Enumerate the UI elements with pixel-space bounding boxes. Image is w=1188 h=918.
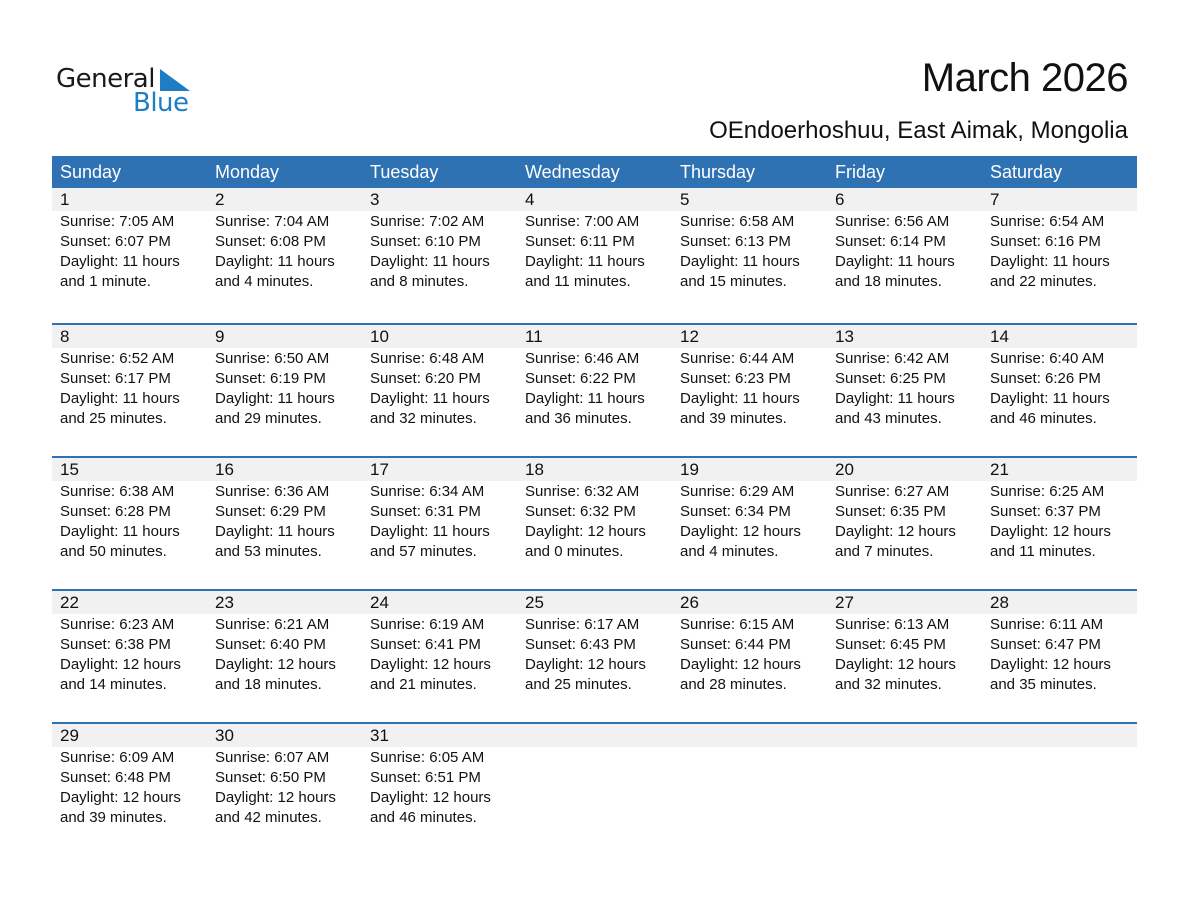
day-number: 14 xyxy=(990,327,1009,346)
day-cell xyxy=(982,348,1137,429)
day-sunrise: Sunrise: 6:44 AM xyxy=(680,350,795,367)
weekday-header xyxy=(52,156,1137,188)
day-daylight1: Daylight: 12 hours xyxy=(215,789,336,806)
day-cell xyxy=(982,747,1137,828)
day-number: 10 xyxy=(370,327,389,346)
day-sunset: Sunset: 6:32 PM xyxy=(525,503,636,520)
day-sunrise: Sunrise: 6:19 AM xyxy=(370,616,485,633)
day-daylight2: and 14 minutes. xyxy=(60,676,167,693)
day-daylight1: Daylight: 11 hours xyxy=(370,390,490,407)
day-sunset: Sunset: 6:34 PM xyxy=(680,503,791,520)
day-sunrise: Sunrise: 6:34 AM xyxy=(370,483,485,500)
day-number-bar xyxy=(52,724,1137,747)
day-cell xyxy=(982,614,1137,695)
weekday-header-0: Sunday xyxy=(60,162,122,182)
day-number: 21 xyxy=(990,460,1009,479)
day-sunrise: Sunrise: 6:50 AM xyxy=(215,350,330,367)
day-cell xyxy=(827,348,982,429)
day-sunset: Sunset: 6:17 PM xyxy=(60,370,171,387)
day-daylight1: Daylight: 11 hours xyxy=(990,390,1110,407)
day-daylight2: and 22 minutes. xyxy=(990,273,1097,290)
generalblue-logo xyxy=(56,64,206,120)
calendar-grid xyxy=(52,156,1137,855)
day-number xyxy=(827,724,982,747)
day-sunrise: Sunrise: 6:36 AM xyxy=(215,483,330,500)
day-cell xyxy=(517,348,672,429)
day-number: 27 xyxy=(835,593,854,612)
day-cell xyxy=(672,211,827,292)
day-number: 12 xyxy=(680,327,699,346)
week-row xyxy=(52,323,1137,456)
day-number: 1 xyxy=(60,190,70,209)
day-daylight2: and 8 minutes. xyxy=(370,273,469,290)
day-sunrise: Sunrise: 6:15 AM xyxy=(680,616,795,633)
weekday-header-5: Friday xyxy=(835,162,886,182)
day-number: 29 xyxy=(60,726,79,745)
day-sunset: Sunset: 6:10 PM xyxy=(370,233,481,250)
day-sunset: Sunset: 6:20 PM xyxy=(370,370,481,387)
day-sunset: Sunset: 6:38 PM xyxy=(60,636,171,653)
day-number: 25 xyxy=(525,593,544,612)
day-daylight1: Daylight: 12 hours xyxy=(835,523,956,540)
day-number: 2 xyxy=(215,190,225,209)
day-sunrise: Sunrise: 7:04 AM xyxy=(215,213,330,230)
day-cell xyxy=(517,481,672,562)
day-cell xyxy=(672,614,827,695)
weekday-header-1: Monday xyxy=(215,162,280,182)
day-daylight1: Daylight: 11 hours xyxy=(370,253,490,270)
day-daylight2: and 39 minutes. xyxy=(60,809,167,826)
day-cell xyxy=(517,211,672,292)
day-daylight2: and 25 minutes. xyxy=(60,410,167,427)
day-daylight1: Daylight: 11 hours xyxy=(215,253,335,270)
day-sunrise: Sunrise: 6:23 AM xyxy=(60,616,175,633)
day-daylight2: and 53 minutes. xyxy=(215,543,322,560)
weekday-header-4: Thursday xyxy=(680,162,756,182)
location-subtitle: OEndoerhoshuu, East Aimak, Mongolia xyxy=(709,117,1128,144)
day-sunrise: Sunrise: 6:42 AM xyxy=(835,350,950,367)
day-sunrise: Sunrise: 6:07 AM xyxy=(215,749,330,766)
day-sunrise: Sunrise: 6:17 AM xyxy=(525,616,640,633)
day-daylight2: and 42 minutes. xyxy=(215,809,322,826)
day-sunrise: Sunrise: 7:00 AM xyxy=(525,213,640,230)
day-number: 26 xyxy=(680,593,699,612)
day-cell xyxy=(827,481,982,562)
day-daylight2: and 46 minutes. xyxy=(370,809,477,826)
day-daylight2: and 18 minutes. xyxy=(215,676,322,693)
day-sunset: Sunset: 6:44 PM xyxy=(680,636,791,653)
day-number: 18 xyxy=(525,460,544,479)
day-number: 28 xyxy=(990,593,1009,612)
day-sunset: Sunset: 6:25 PM xyxy=(835,370,946,387)
day-sunrise: Sunrise: 6:32 AM xyxy=(525,483,640,500)
day-daylight1: Daylight: 12 hours xyxy=(680,523,801,540)
day-number-bar xyxy=(52,591,1137,614)
day-sunrise: Sunrise: 6:13 AM xyxy=(835,616,950,633)
day-daylight1: Daylight: 11 hours xyxy=(680,390,800,407)
day-sunset: Sunset: 6:08 PM xyxy=(215,233,326,250)
week-row xyxy=(52,589,1137,722)
day-sunset: Sunset: 6:40 PM xyxy=(215,636,326,653)
day-cell xyxy=(52,481,207,562)
day-sunset: Sunset: 6:23 PM xyxy=(680,370,791,387)
weekday-header-6: Saturday xyxy=(990,162,1063,182)
day-daylight2: and 11 minutes. xyxy=(990,543,1096,560)
day-cell xyxy=(207,481,362,562)
day-daylight2: and 32 minutes. xyxy=(835,676,942,693)
day-sunrise: Sunrise: 6:21 AM xyxy=(215,616,330,633)
day-daylight1: Daylight: 11 hours xyxy=(835,390,955,407)
day-daylight1: Daylight: 11 hours xyxy=(370,523,490,540)
day-daylight1: Daylight: 12 hours xyxy=(60,656,181,673)
day-daylight1: Daylight: 11 hours xyxy=(60,523,180,540)
day-daylight1: Daylight: 12 hours xyxy=(835,656,956,673)
day-sunset: Sunset: 6:37 PM xyxy=(990,503,1101,520)
day-cell xyxy=(827,614,982,695)
day-sunrise: Sunrise: 6:27 AM xyxy=(835,483,950,500)
day-sunset: Sunset: 6:29 PM xyxy=(215,503,326,520)
day-cell xyxy=(52,211,207,292)
day-sunrise: Sunrise: 6:52 AM xyxy=(60,350,175,367)
day-daylight2: and 21 minutes. xyxy=(370,676,477,693)
day-daylight1: Daylight: 12 hours xyxy=(990,656,1111,673)
day-cell xyxy=(207,747,362,828)
day-sunrise: Sunrise: 6:58 AM xyxy=(680,213,795,230)
day-number: 6 xyxy=(835,190,845,209)
day-cell xyxy=(672,348,827,429)
day-number: 11 xyxy=(525,327,543,346)
day-sunrise: Sunrise: 6:09 AM xyxy=(60,749,175,766)
day-daylight1: Daylight: 12 hours xyxy=(990,523,1111,540)
day-daylight2: and 32 minutes. xyxy=(370,410,477,427)
day-cell xyxy=(362,211,517,292)
day-sunrise: Sunrise: 6:56 AM xyxy=(835,213,950,230)
day-cell xyxy=(827,211,982,292)
day-number: 22 xyxy=(60,593,79,612)
day-cell xyxy=(362,614,517,695)
day-cell xyxy=(207,614,362,695)
logo-text-blue: Blue xyxy=(133,88,189,118)
day-cell xyxy=(517,614,672,695)
day-daylight2: and 1 minute. xyxy=(60,273,151,290)
day-daylight2: and 35 minutes. xyxy=(990,676,1097,693)
day-daylight1: Daylight: 11 hours xyxy=(680,253,800,270)
day-cell xyxy=(982,211,1137,292)
day-cell xyxy=(52,348,207,429)
day-sunset: Sunset: 6:41 PM xyxy=(370,636,481,653)
day-cell xyxy=(672,747,827,828)
week-row xyxy=(52,722,1137,855)
day-daylight2: and 36 minutes. xyxy=(525,410,632,427)
day-daylight1: Daylight: 11 hours xyxy=(215,390,335,407)
day-daylight2: and 25 minutes. xyxy=(525,676,632,693)
day-daylight2: and 46 minutes. xyxy=(990,410,1097,427)
day-daylight2: and 0 minutes. xyxy=(525,543,624,560)
day-daylight1: Daylight: 11 hours xyxy=(60,253,180,270)
day-number: 8 xyxy=(60,327,70,346)
day-cell xyxy=(207,348,362,429)
day-sunrise: Sunrise: 6:54 AM xyxy=(990,213,1105,230)
day-sunrise: Sunrise: 7:05 AM xyxy=(60,213,175,230)
day-number: 17 xyxy=(370,460,389,479)
day-number xyxy=(672,724,827,747)
day-daylight2: and 50 minutes. xyxy=(60,543,167,560)
day-cell xyxy=(982,481,1137,562)
day-daylight2: and 18 minutes. xyxy=(835,273,942,290)
day-daylight1: Daylight: 11 hours xyxy=(990,253,1110,270)
day-cell xyxy=(517,747,672,828)
day-sunrise: Sunrise: 6:38 AM xyxy=(60,483,175,500)
day-sunset: Sunset: 6:28 PM xyxy=(60,503,171,520)
day-details-row xyxy=(52,211,1137,292)
week-row xyxy=(52,188,1137,323)
day-daylight1: Daylight: 12 hours xyxy=(370,789,491,806)
day-sunset: Sunset: 6:51 PM xyxy=(370,769,481,786)
day-daylight2: and 43 minutes. xyxy=(835,410,942,427)
day-number: 3 xyxy=(370,190,380,209)
day-number: 15 xyxy=(60,460,79,479)
day-cell xyxy=(362,348,517,429)
day-number-bar xyxy=(52,458,1137,481)
day-daylight2: and 4 minutes. xyxy=(215,273,314,290)
day-sunrise: Sunrise: 6:05 AM xyxy=(370,749,485,766)
day-number: 16 xyxy=(215,460,234,479)
day-number xyxy=(982,724,1137,747)
calendar-weeks xyxy=(52,188,1137,855)
day-daylight1: Daylight: 11 hours xyxy=(835,253,955,270)
day-daylight1: Daylight: 12 hours xyxy=(525,656,646,673)
day-cell xyxy=(362,747,517,828)
day-sunset: Sunset: 6:31 PM xyxy=(370,503,481,520)
day-sunset: Sunset: 6:47 PM xyxy=(990,636,1101,653)
day-cell xyxy=(672,481,827,562)
day-number: 7 xyxy=(990,190,1000,209)
day-sunset: Sunset: 6:16 PM xyxy=(990,233,1101,250)
day-daylight1: Daylight: 12 hours xyxy=(680,656,801,673)
day-sunrise: Sunrise: 7:02 AM xyxy=(370,213,485,230)
week-row xyxy=(52,456,1137,589)
day-sunset: Sunset: 6:11 PM xyxy=(525,233,635,250)
day-daylight2: and 15 minutes. xyxy=(680,273,787,290)
day-sunrise: Sunrise: 6:25 AM xyxy=(990,483,1105,500)
day-details-row xyxy=(52,348,1137,429)
day-number: 24 xyxy=(370,593,389,612)
day-sunset: Sunset: 6:07 PM xyxy=(60,233,171,250)
day-number-bar xyxy=(52,325,1137,348)
day-daylight2: and 11 minutes. xyxy=(525,273,631,290)
day-number: 23 xyxy=(215,593,234,612)
day-cell xyxy=(827,747,982,828)
day-sunrise: Sunrise: 6:29 AM xyxy=(680,483,795,500)
day-number: 13 xyxy=(835,327,854,346)
day-daylight1: Daylight: 12 hours xyxy=(525,523,646,540)
day-sunrise: Sunrise: 6:48 AM xyxy=(370,350,485,367)
day-sunset: Sunset: 6:14 PM xyxy=(835,233,946,250)
day-number: 9 xyxy=(215,327,225,346)
day-sunrise: Sunrise: 6:11 AM xyxy=(990,616,1104,633)
logo-text-general: General xyxy=(56,64,155,94)
day-daylight2: and 28 minutes. xyxy=(680,676,787,693)
day-cell xyxy=(52,747,207,828)
day-daylight2: and 57 minutes. xyxy=(370,543,477,560)
day-sunrise: Sunrise: 6:46 AM xyxy=(525,350,640,367)
day-daylight1: Daylight: 12 hours xyxy=(215,656,336,673)
day-sunset: Sunset: 6:19 PM xyxy=(215,370,326,387)
day-details-row xyxy=(52,614,1137,695)
weekday-header-3: Wednesday xyxy=(525,162,620,182)
day-daylight1: Daylight: 11 hours xyxy=(525,253,645,270)
day-number: 19 xyxy=(680,460,699,479)
day-number: 5 xyxy=(680,190,690,209)
day-sunset: Sunset: 6:26 PM xyxy=(990,370,1101,387)
day-sunset: Sunset: 6:50 PM xyxy=(215,769,326,786)
day-daylight1: Daylight: 12 hours xyxy=(370,656,491,673)
day-cell xyxy=(362,481,517,562)
day-number-bar xyxy=(52,188,1137,211)
day-daylight1: Daylight: 11 hours xyxy=(60,390,180,407)
day-number: 20 xyxy=(835,460,854,479)
day-cell xyxy=(207,211,362,292)
day-daylight2: and 29 minutes. xyxy=(215,410,322,427)
day-sunset: Sunset: 6:22 PM xyxy=(525,370,636,387)
day-daylight1: Daylight: 11 hours xyxy=(525,390,645,407)
day-number: 30 xyxy=(215,726,234,745)
day-details-row xyxy=(52,481,1137,562)
day-details-row xyxy=(52,747,1137,828)
day-daylight2: and 39 minutes. xyxy=(680,410,787,427)
day-daylight1: Daylight: 12 hours xyxy=(60,789,181,806)
day-sunset: Sunset: 6:43 PM xyxy=(525,636,636,653)
day-sunset: Sunset: 6:45 PM xyxy=(835,636,946,653)
page-title: March 2026 xyxy=(921,56,1128,100)
weekday-header-2: Tuesday xyxy=(370,162,439,182)
day-daylight2: and 7 minutes. xyxy=(835,543,934,560)
day-sunset: Sunset: 6:48 PM xyxy=(60,769,171,786)
day-sunset: Sunset: 6:13 PM xyxy=(680,233,791,250)
day-number xyxy=(517,724,672,747)
day-sunrise: Sunrise: 6:40 AM xyxy=(990,350,1105,367)
day-sunset: Sunset: 6:35 PM xyxy=(835,503,946,520)
day-number: 4 xyxy=(525,190,535,209)
day-daylight2: and 4 minutes. xyxy=(680,543,779,560)
day-number: 31 xyxy=(370,726,389,745)
day-daylight1: Daylight: 11 hours xyxy=(215,523,335,540)
day-cell xyxy=(52,614,207,695)
